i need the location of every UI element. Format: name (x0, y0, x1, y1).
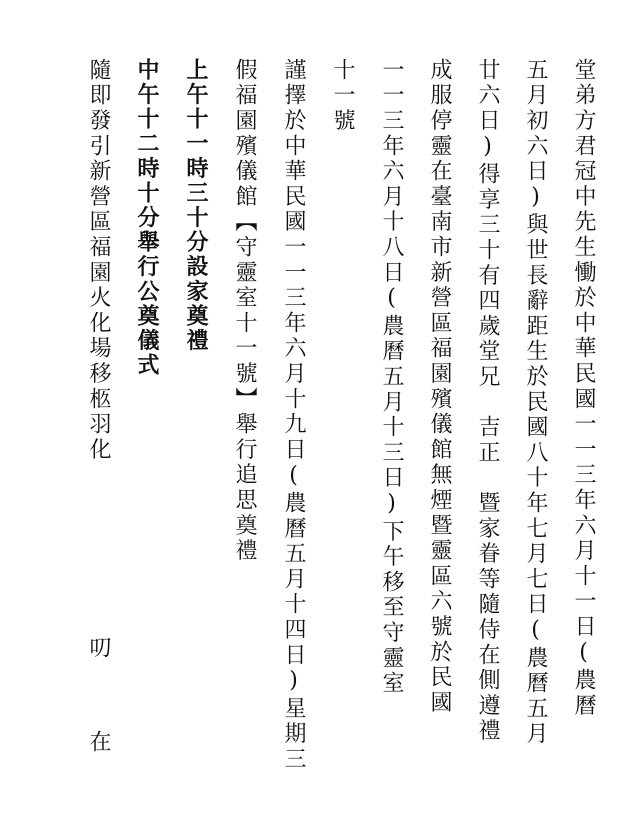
notice-line-6: 十一號 (330, 58, 355, 134)
signature-char-2: 在 (86, 730, 111, 756)
notice-line-11: 隨即發引新營區福園火化場移柩羽化 (86, 58, 111, 463)
notice-line-4: 成服停靈在臺南市新營區福園殯儀館無煙暨靈區六號於民國 (427, 58, 452, 716)
notice-line-8: 假福園殯儀館【守靈室十一號】舉行追思奠禮 (232, 58, 257, 564)
family-ceremony-time: 上午十一時三十分設家奠禮 (183, 58, 208, 354)
public-ceremony-time: 中午十二時十分舉行公奠儀式 (134, 58, 159, 378)
notice-line-7: 謹擇於中華民國一一三年六月十九日(農曆五月十四日)星期三 (281, 58, 306, 773)
notice-line-1: 堂弟方君冠中先生慟於中華民國一一三年六月十一日(農曆 (571, 58, 596, 719)
notice-line-3: 廿六日)得享三十有四歲堂兄 吉正 暨家眷等隨侍在側遵禮 (475, 58, 500, 745)
notice-line-5: 一一三年六月十八日(農曆五月十三日)下午移至守靈室 (379, 58, 404, 697)
notice-line-2: 五月初六日)與世長辭距生於民國八十年七月七日(農曆五月 (523, 58, 548, 748)
signature-char-1: 叨 (86, 636, 111, 662)
